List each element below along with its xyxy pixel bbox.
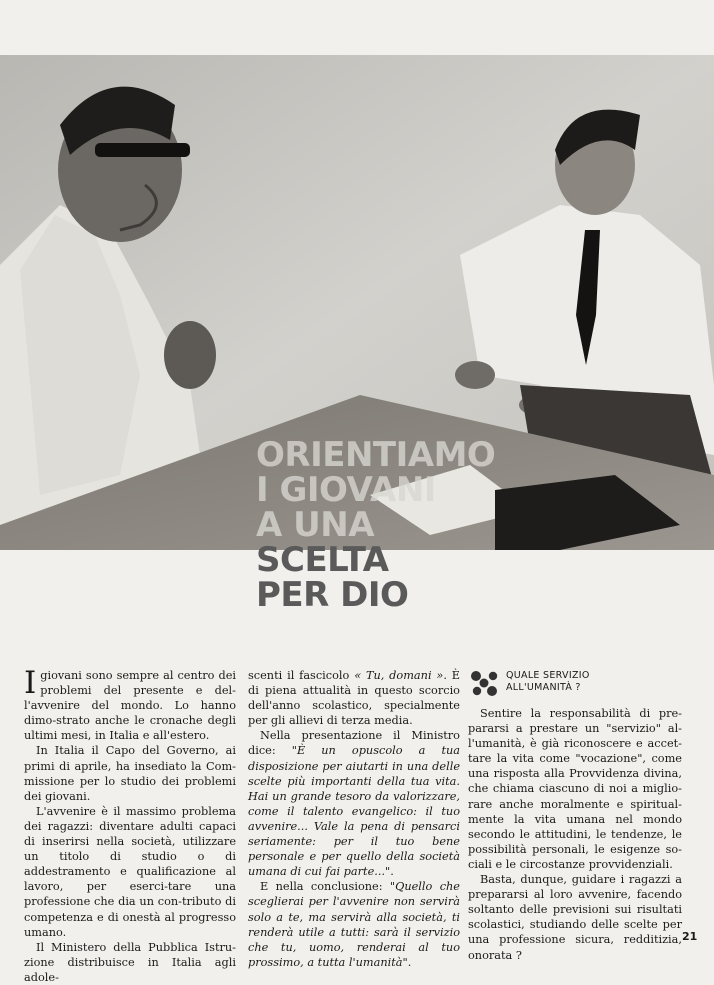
quotation: "Quello che sceglierai per l'avvenire non servirà solo a te, ma servirà alla società, ti renderà utile a tutti: sarà il servizio che tu, uomo, renderai al tuo prossimo, a tutta l'umanità" [248, 880, 460, 969]
section-title-line-2: ALL'UMANITÀ ? [506, 681, 581, 693]
page-number: 21 [682, 930, 698, 943]
headline-line-1: ORIENTIAMO [256, 435, 496, 475]
headline-line-2: I GIOVANI [256, 470, 436, 510]
paragraph [248, 668, 460, 728]
paragraph-text: . [407, 955, 412, 969]
paragraph: Basta, dunque, guidare i ragazzi a prepararsi al loro avvenire, facendo soltanto delle previsioni sui risultati scolastici, studiando delle scelte per una professione sicura, redditizia, onorata ? [468, 873, 682, 962]
section-heading [468, 668, 682, 698]
quotation: "È un opuscolo a tua disposizione per aiutarti in una delle scelte più importanti della tua vita. Hai un grande tesoro da valorizzare, come il talento evangelico: il tuo avvenire... Vale la pena di pensarci seriamente: per il tuo bene personale e per quello della società umana di cui fai parte..." [248, 744, 460, 879]
paragraph-text: giovani sono sempre al centro dei problemi del presente e del-l'avvenire del mondo. Lo hanno dimo-strato anche le cronache degli ultimi mesi, in Italia e all'estero. [24, 669, 236, 743]
paragraph-text: scenti il fascicolo [248, 669, 355, 682]
paragraph: Il Ministero della Pubblica Istru-zione distribuisce in Italia agli adole- [24, 940, 236, 984]
paragraph-text: . [390, 865, 394, 879]
article-column-1 [24, 665, 236, 985]
paragraph [248, 728, 460, 879]
paragraph: L'avvenire è il massimo problema dei ragazzi: diventare adulti capaci di inserirsi nella società, utilizzare un titolo di studio o di addestramento e qualificazione al lavoro, per eserci-tare una professione che dia un con-tributo di competenza e di onestà al progresso umano. [24, 804, 236, 939]
article-column-3 [468, 668, 682, 963]
paragraph-text: E nella conclusione: [260, 880, 390, 894]
headline [256, 435, 496, 615]
headline-line-3: A UNA [256, 505, 375, 545]
paragraph: In Italia il Capo del Governo, ai primi di aprile, ha insediato la Com-missione per lo studio dei problemi dei giovani. [24, 744, 236, 803]
headline-line-4: SCELTA [256, 540, 389, 580]
cross-ornament-icon [468, 668, 500, 698]
section-title-line-1: QUALE SERVIZIO [506, 670, 590, 681]
paragraph: Sentire la responsabilità di pre-pararsi a prestare un "servizio" al-l'umanità, è già riconoscere e accet-tare la vita come "vocazione", come una risposta alla Provvidenza divina, che chiama ciascuno di noi a miglio-rare anche moralmente e spiritual-mente la vita umana nel mondo secondo le attitudini, le tendenze, le possibilità personali, le esigenze so-ciali e le circostanze provvidenziali. [468, 707, 682, 871]
paragraph [24, 665, 236, 743]
booklet-title: « Tu, domani » [354, 669, 444, 682]
section-title [506, 668, 590, 693]
paragraph [248, 879, 460, 970]
paragraph-text: Nella presentazione il Ministro dice: [248, 729, 460, 758]
paragraph-text: . È di piena attualità in questo scorcio dell'anno scolastico, specialmente per gli allievi di terza media. [248, 669, 460, 728]
headline-line-5: PER DIO [256, 575, 409, 615]
article-column-2 [248, 668, 460, 970]
drop-cap: I [24, 665, 37, 701]
